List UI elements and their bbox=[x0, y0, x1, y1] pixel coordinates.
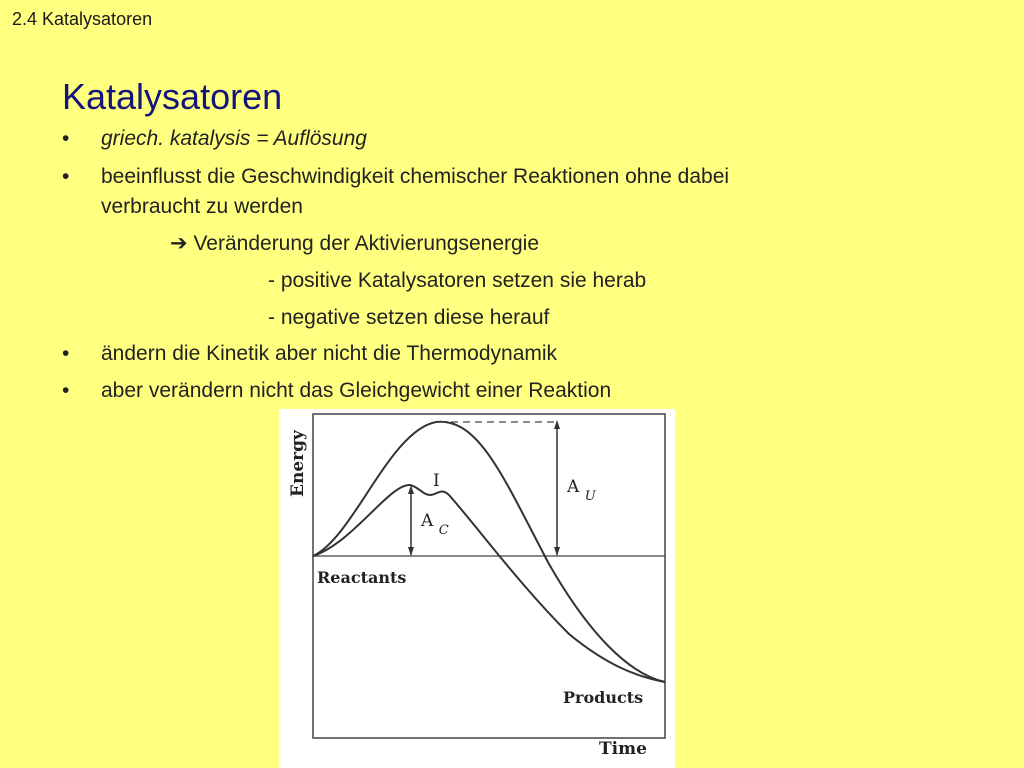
arrow-right-icon: ➔ bbox=[170, 232, 188, 255]
y-axis-label: Energy bbox=[288, 430, 308, 497]
bullet-speed-line2: verbraucht zu werden bbox=[101, 195, 303, 218]
arrow-up-icon bbox=[554, 420, 560, 429]
bullet-marker: • bbox=[62, 127, 70, 150]
uncatalyzed-curve bbox=[313, 422, 665, 682]
energy-diagram-svg bbox=[279, 409, 675, 768]
slide-title: Katalysatoren bbox=[62, 76, 283, 117]
positive-catalysts-note: - positive Katalysatoren setzen sie herab bbox=[268, 269, 647, 292]
negative-catalysts-note: - negative setzen diese herauf bbox=[268, 306, 550, 329]
bullet-marker: • bbox=[62, 342, 70, 365]
reactants-label: Reactants bbox=[317, 568, 407, 587]
bullet-marker: • bbox=[62, 379, 70, 402]
intermediate-label: I bbox=[433, 471, 440, 491]
activation-energy-text: Veränderung der Aktivierungsenergie bbox=[193, 232, 540, 255]
bullet-etymology: griech. katalysis = Auflösung bbox=[101, 127, 367, 150]
bullet-speed-line1: beeinflusst die Geschwindigkeit chemischer Reaktionen ohne dabei bbox=[101, 165, 730, 188]
x-axis-label: Time bbox=[599, 739, 647, 759]
section-label: 2.4 Katalysatoren bbox=[12, 9, 153, 29]
catalyzed-label-sub: C bbox=[438, 523, 449, 538]
activation-energy-change bbox=[170, 229, 539, 259]
arrow-down-icon bbox=[408, 547, 414, 556]
energy-diagram bbox=[279, 409, 675, 768]
bullet-kinetics: ändern die Kinetik aber nicht die Thermodynamik bbox=[101, 342, 558, 365]
arrow-down-icon bbox=[554, 547, 560, 556]
bullet-marker: • bbox=[62, 165, 70, 188]
uncatalyzed-activation-label bbox=[566, 477, 597, 504]
products-label: Products bbox=[563, 688, 644, 707]
catalyzed-activation-label bbox=[420, 511, 449, 538]
bullet-equilibrium: aber verändern nicht das Gleichgewicht einer Reaktion bbox=[101, 379, 612, 402]
catalyzed-label-main: A bbox=[421, 511, 434, 531]
uncatalyzed-label-sub: U bbox=[584, 489, 596, 504]
uncatalyzed-label-main: A bbox=[567, 477, 580, 497]
